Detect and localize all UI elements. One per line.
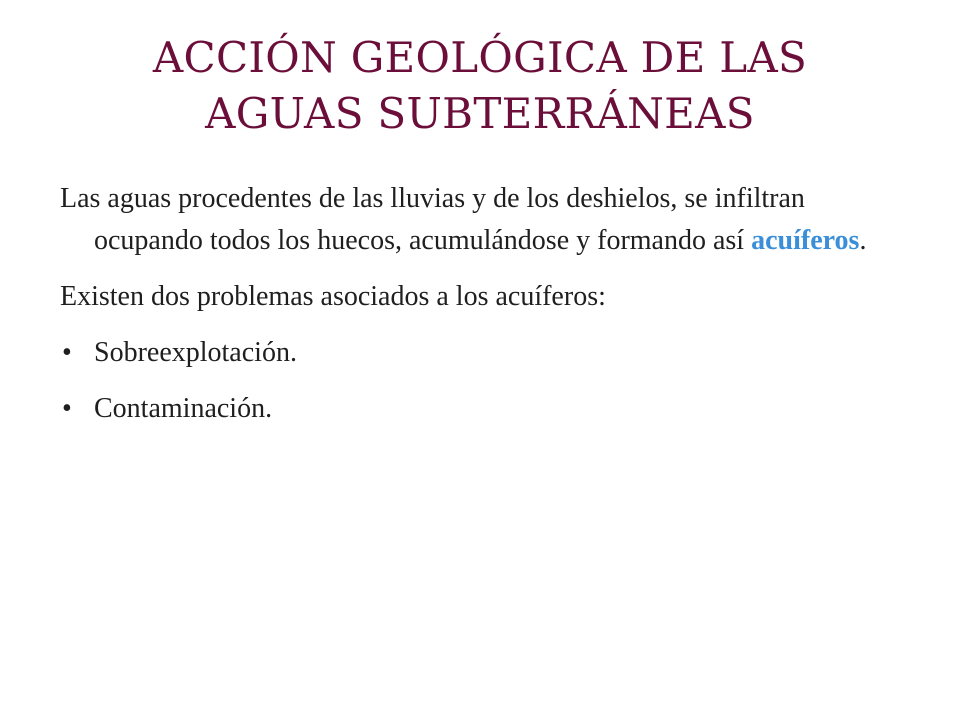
paragraph-intro [60, 178, 900, 262]
bullet-text: Contaminación. [94, 393, 273, 424]
paragraph-problems: Existen dos problemas asociados a los acuíferos: [60, 281, 606, 312]
title-line-1: ACCIÓN GEOLÓGICA DE LAS [152, 33, 808, 82]
bullet-icon: • [62, 337, 72, 368]
title-line-2: AGUAS SUBTERRÁNEAS [205, 89, 755, 138]
bullet-item [60, 388, 900, 430]
paragraph-intro-end: . [859, 225, 867, 256]
bullet-icon: • [62, 393, 72, 424]
bullet-text: Sobreexplotación. [94, 337, 297, 368]
bullet-list [60, 332, 900, 430]
bullet-item [60, 332, 900, 374]
slide-title [60, 30, 900, 142]
slide-body [60, 178, 900, 444]
highlight-term: acuíferos [751, 225, 860, 256]
paragraph-intro-text: Las aguas procedentes de las lluvias y de los deshielos, se infiltran ocupando todos los huecos, acumulándose y formando así [60, 183, 805, 256]
